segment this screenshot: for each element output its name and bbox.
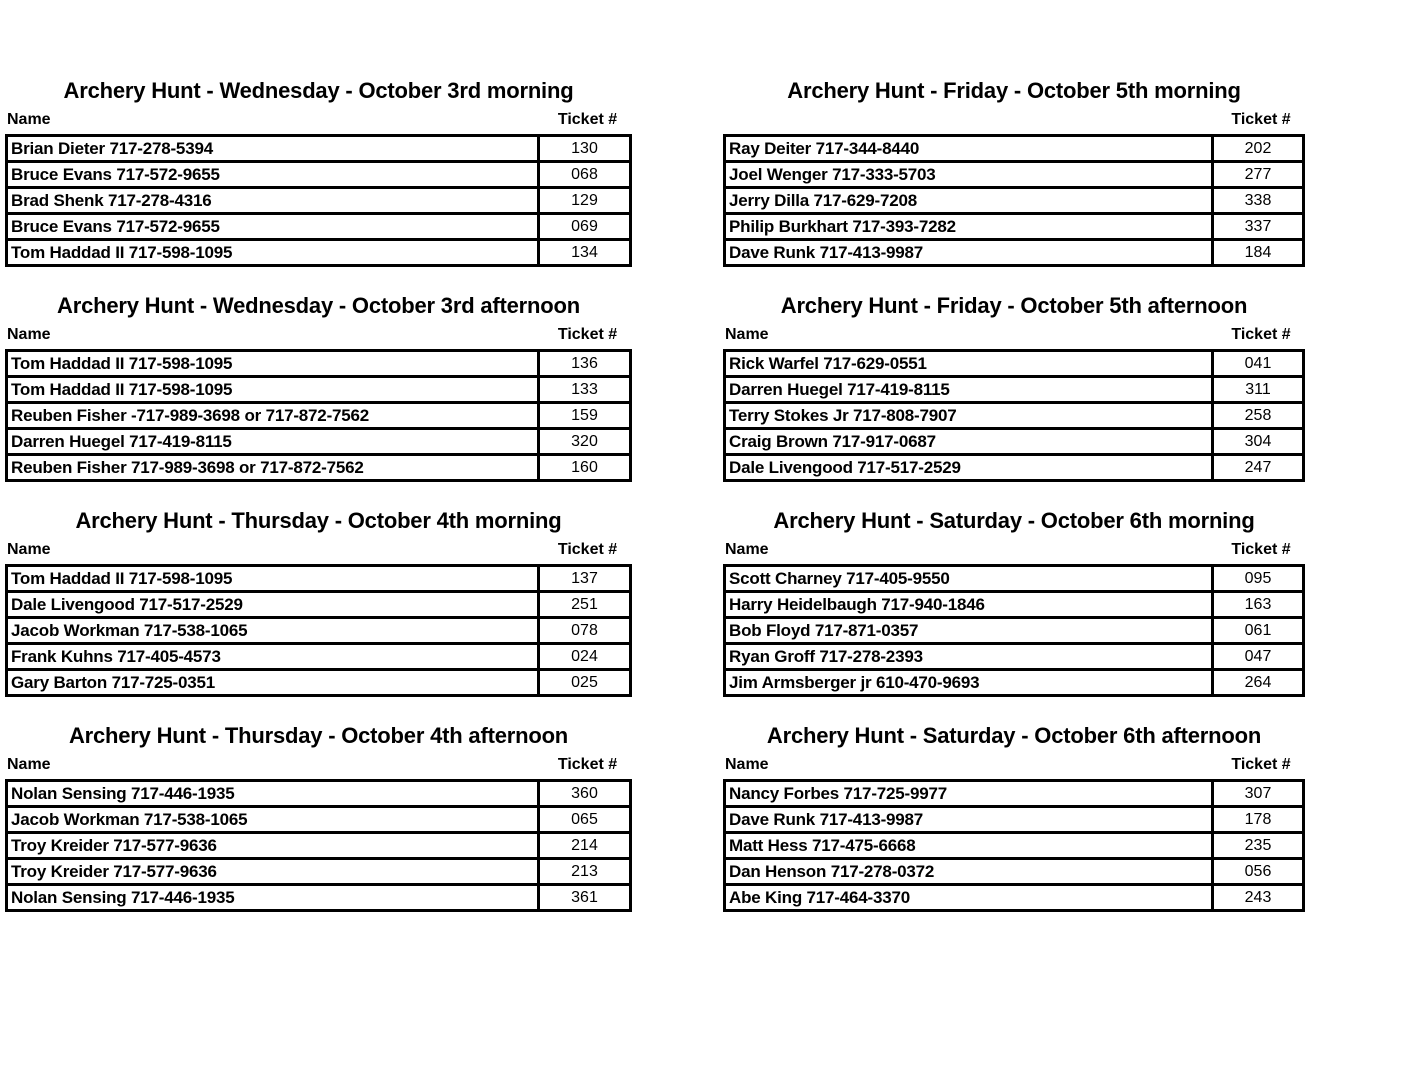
ticket-number-cell: 159: [539, 403, 631, 429]
hunter-name-cell: Dale Livengood 717-517-2529: [7, 592, 539, 618]
hunter-name-cell: Matt Hess 717-475-6668: [725, 833, 1213, 859]
ticket-number-cell: 184: [1213, 240, 1304, 266]
ticket-column-header: Ticket #: [557, 111, 618, 128]
table-row: [7, 592, 631, 618]
hunt-table: [723, 779, 1305, 912]
hunt-table: [5, 349, 632, 482]
hunter-name-cell: Nancy Forbes 717-725-9977: [725, 781, 1213, 807]
ticket-number-cell: 311: [1213, 377, 1304, 403]
section-thursday-morning: [5, 508, 632, 723]
table-row: [725, 188, 1304, 214]
table-row: [7, 807, 631, 833]
hunter-name-cell: Darren Huegel 717-419-8115: [725, 377, 1213, 403]
hunter-name-cell: Jerry Dilla 717-629-7208: [725, 188, 1213, 214]
hunter-name-cell: Nolan Sensing 717-446-1935: [7, 885, 539, 911]
name-column-header: Name: [7, 541, 51, 558]
hunter-name-cell: Rick Warfel 717-629-0551: [725, 351, 1213, 377]
hunter-name-cell: Bob Floyd 717-871-0357: [725, 618, 1213, 644]
ticket-number-cell: 264: [1213, 670, 1304, 696]
table-title: Archery Hunt - Friday - October 5th morning: [787, 78, 1241, 103]
table-row: [7, 188, 631, 214]
table-header-row: [723, 325, 1305, 345]
hunter-name-cell: Dave Runk 717-413-9987: [725, 807, 1213, 833]
table-header-row: [723, 755, 1305, 775]
table-row: [725, 214, 1304, 240]
ticket-number-cell: 163: [1213, 592, 1304, 618]
hunter-name-cell: Dale Livengood 717-517-2529: [725, 455, 1213, 481]
table-row: [725, 859, 1304, 885]
hunter-name-cell: Brian Dieter 717-278-5394: [7, 136, 539, 162]
name-column-header: Name: [725, 756, 769, 773]
ticket-number-cell: 160: [539, 455, 631, 481]
table-header-row: [5, 110, 632, 130]
hunter-name-cell: Philip Burkhart 717-393-7282: [725, 214, 1213, 240]
ticket-column-header: Ticket #: [1231, 111, 1291, 128]
left-column: [5, 78, 632, 938]
table-title: Archery Hunt - Wednesday - October 3rd afternoon: [57, 293, 580, 318]
table-row: [7, 377, 631, 403]
table-row: [7, 136, 631, 162]
hunter-name-cell: Jim Armsberger jr 610-470-9693: [725, 670, 1213, 696]
table-row: [7, 162, 631, 188]
ticket-number-cell: 136: [539, 351, 631, 377]
hunter-name-cell: Nolan Sensing 717-446-1935: [7, 781, 539, 807]
hunter-name-cell: Bruce Evans 717-572-9655: [7, 214, 539, 240]
ticket-number-cell: 041: [1213, 351, 1304, 377]
table-title: Archery Hunt - Friday - October 5th afternoon: [780, 293, 1248, 318]
ticket-number-cell: 065: [539, 807, 631, 833]
hunter-name-cell: Jacob Workman 717-538-1065: [7, 618, 539, 644]
ticket-number-cell: 304: [1213, 429, 1304, 455]
hunter-name-cell: Gary Barton 717-725-0351: [7, 670, 539, 696]
name-column-header: Name: [725, 541, 769, 558]
section-wednesday-morning: [5, 78, 632, 293]
table-row: [7, 403, 631, 429]
table-title: Archery Hunt - Thursday - October 4th morning: [75, 508, 562, 533]
hunter-name-cell: Tom Haddad II 717-598-1095: [7, 566, 539, 592]
table-header-row: [5, 755, 632, 775]
table-row: [725, 885, 1304, 911]
table-row: [725, 618, 1304, 644]
hunter-name-cell: Darren Huegel 717-419-8115: [7, 429, 539, 455]
table-row: [7, 644, 631, 670]
table-row: [7, 618, 631, 644]
hunter-name-cell: Dave Runk 717-413-9987: [725, 240, 1213, 266]
hunter-name-cell: Scott Charney 717-405-9550: [725, 566, 1213, 592]
hunter-name-cell: Tom Haddad II 717-598-1095: [7, 240, 539, 266]
name-column-header: Name: [7, 756, 51, 773]
ticket-column-header: Ticket #: [1231, 326, 1291, 343]
ticket-column-header: Ticket #: [557, 541, 618, 558]
table-row: [725, 377, 1304, 403]
table-row: [725, 162, 1304, 188]
ticket-number-cell: 202: [1213, 136, 1304, 162]
table-row: [7, 885, 631, 911]
ticket-number-cell: 258: [1213, 403, 1304, 429]
table-row: [725, 136, 1304, 162]
section-wednesday-afternoon: [5, 293, 632, 508]
ticket-number-cell: 361: [539, 885, 631, 911]
table-row: [725, 240, 1304, 266]
right-column: [723, 78, 1305, 938]
hunter-name-cell: Craig Brown 717-917-0687: [725, 429, 1213, 455]
ticket-number-cell: 247: [1213, 455, 1304, 481]
table-row: [7, 859, 631, 885]
table-row: [7, 455, 631, 481]
hunter-name-cell: Bruce Evans 717-572-9655: [7, 162, 539, 188]
table-header-row: [5, 540, 632, 560]
ticket-number-cell: 277: [1213, 162, 1304, 188]
ticket-number-cell: 251: [539, 592, 631, 618]
ticket-number-cell: 214: [539, 833, 631, 859]
table-title: Archery Hunt - Saturday - October 6th morning: [773, 508, 1255, 533]
ticket-number-cell: 243: [1213, 885, 1304, 911]
table-title: Archery Hunt - Wednesday - October 3rd morning: [63, 78, 574, 103]
hunter-name-cell: Reuben Fisher -717-989-3698 or 717-872-7562: [7, 403, 539, 429]
ticket-number-cell: 235: [1213, 833, 1304, 859]
table-row: [7, 670, 631, 696]
hunter-name-cell: Troy Kreider 717-577-9636: [7, 833, 539, 859]
ticket-number-cell: 069: [539, 214, 631, 240]
hunt-table: [723, 349, 1305, 482]
ticket-number-cell: 213: [539, 859, 631, 885]
table-header-row: [723, 110, 1305, 130]
ticket-column-header: Ticket #: [1231, 541, 1291, 558]
ticket-number-cell: 061: [1213, 618, 1304, 644]
hunter-name-cell: Dan Henson 717-278-0372: [725, 859, 1213, 885]
hunter-name-cell: Terry Stokes Jr 717-808-7907: [725, 403, 1213, 429]
name-column-header: Name: [725, 326, 769, 343]
table-row: [7, 566, 631, 592]
table-row: [725, 429, 1304, 455]
hunter-name-cell: Troy Kreider 717-577-9636: [7, 859, 539, 885]
ticket-number-cell: 024: [539, 644, 631, 670]
ticket-number-cell: 337: [1213, 214, 1304, 240]
table-row: [7, 833, 631, 859]
ticket-column-header: Ticket #: [557, 326, 618, 343]
hunter-name-cell: Tom Haddad II 717-598-1095: [7, 351, 539, 377]
hunt-table: [5, 779, 632, 912]
ticket-number-cell: 068: [539, 162, 631, 188]
table-row: [725, 670, 1304, 696]
ticket-number-cell: 137: [539, 566, 631, 592]
table-row: [725, 781, 1304, 807]
table-row: [7, 214, 631, 240]
table-row: [7, 429, 631, 455]
name-column-header: Name: [7, 111, 51, 128]
ticket-number-cell: 095: [1213, 566, 1304, 592]
hunter-name-cell: Brad Shenk 717-278-4316: [7, 188, 539, 214]
table-row: [725, 455, 1304, 481]
hunter-name-cell: Ryan Groff 717-278-2393: [725, 644, 1213, 670]
ticket-number-cell: 360: [539, 781, 631, 807]
hunter-name-cell: Frank Kuhns 717-405-4573: [7, 644, 539, 670]
ticket-number-cell: 178: [1213, 807, 1304, 833]
table-row: [725, 403, 1304, 429]
table-title: Archery Hunt - Thursday - October 4th afternoon: [68, 723, 569, 748]
ticket-number-cell: 047: [1213, 644, 1304, 670]
hunter-name-cell: Abe King 717-464-3370: [725, 885, 1213, 911]
table-row: [725, 566, 1304, 592]
table-row: [725, 833, 1304, 859]
hunter-name-cell: Ray Deiter 717-344-8440: [725, 136, 1213, 162]
table-row: [7, 781, 631, 807]
hunt-table: [5, 564, 632, 697]
ticket-column-header: Ticket #: [1231, 756, 1291, 773]
name-column-header: Name: [7, 326, 51, 343]
ticket-number-cell: 129: [539, 188, 631, 214]
ticket-number-cell: 134: [539, 240, 631, 266]
section-friday-afternoon: [723, 293, 1305, 508]
table-row: [725, 351, 1304, 377]
table-row: [725, 807, 1304, 833]
hunter-name-cell: Reuben Fisher 717-989-3698 or 717-872-7562: [7, 455, 539, 481]
section-saturday-afternoon: [723, 723, 1305, 938]
table-header-row: [5, 325, 632, 345]
table-row: [7, 351, 631, 377]
ticket-column-header: Ticket #: [557, 756, 618, 773]
ticket-number-cell: 133: [539, 377, 631, 403]
hunter-name-cell: Tom Haddad II 717-598-1095: [7, 377, 539, 403]
table-row: [725, 592, 1304, 618]
ticket-number-cell: 078: [539, 618, 631, 644]
hunter-name-cell: Joel Wenger 717-333-5703: [725, 162, 1213, 188]
table-row: [7, 240, 631, 266]
table-title: Archery Hunt - Saturday - October 6th afternoon: [766, 723, 1262, 748]
table-header-row: [723, 540, 1305, 560]
ticket-number-cell: 338: [1213, 188, 1304, 214]
hunter-name-cell: Jacob Workman 717-538-1065: [7, 807, 539, 833]
section-thursday-afternoon: [5, 723, 632, 938]
ticket-number-cell: 320: [539, 429, 631, 455]
hunt-table: [5, 134, 632, 267]
ticket-number-cell: 130: [539, 136, 631, 162]
ticket-number-cell: 025: [539, 670, 631, 696]
hunter-name-cell: Harry Heidelbaugh 717-940-1846: [725, 592, 1213, 618]
table-row: [725, 644, 1304, 670]
ticket-number-cell: 307: [1213, 781, 1304, 807]
hunt-table: [723, 564, 1305, 697]
section-friday-morning: [723, 78, 1305, 293]
ticket-number-cell: 056: [1213, 859, 1304, 885]
hunt-table: [723, 134, 1305, 267]
section-saturday-morning: [723, 508, 1305, 723]
